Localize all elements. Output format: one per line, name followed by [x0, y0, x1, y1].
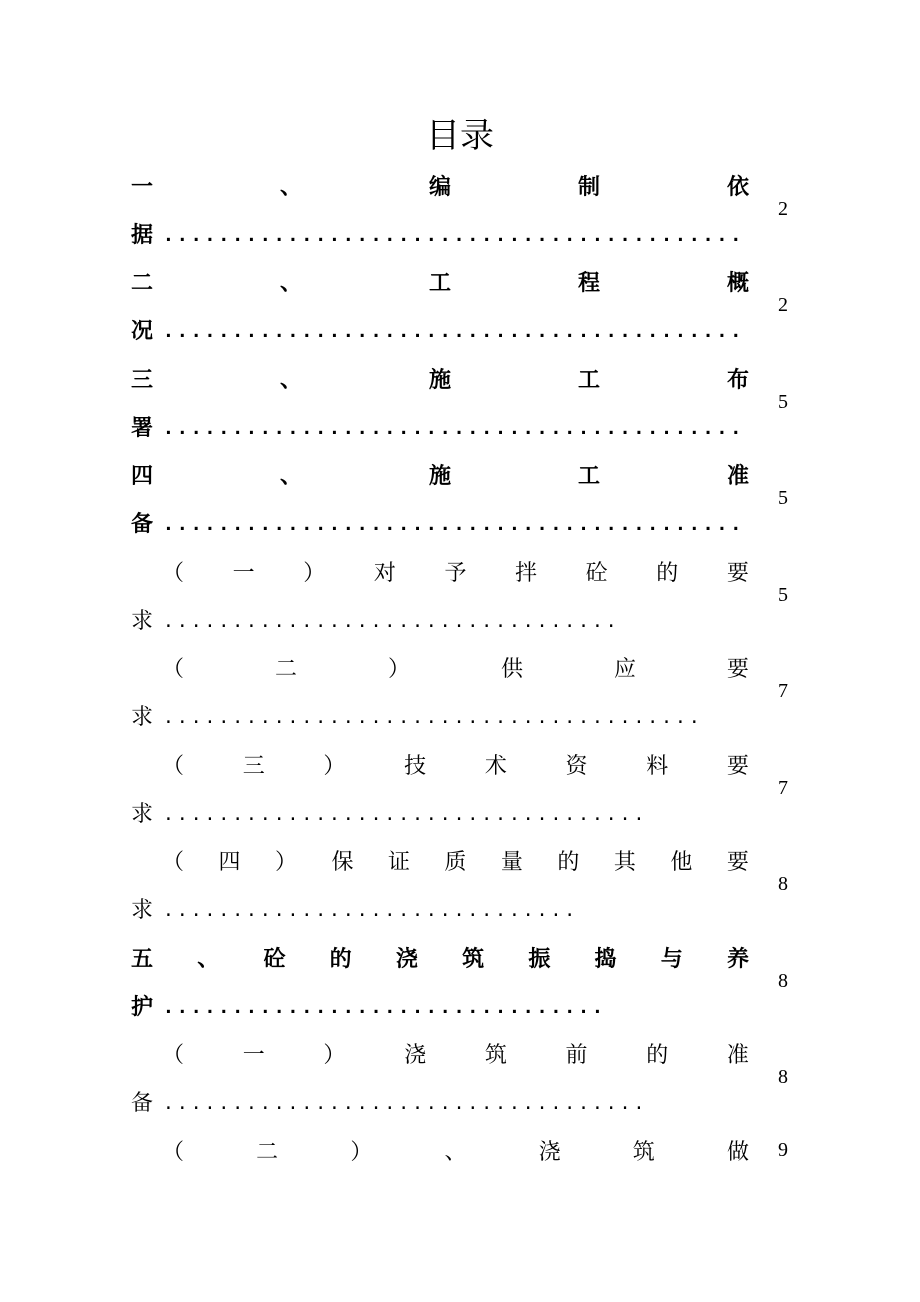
toc-heading-char: 要 — [726, 850, 749, 875]
toc-entry-continuation-line — [131, 788, 647, 836]
toc-entry-heading-line — [162, 1030, 749, 1078]
toc-heading-char: 一 — [242, 1043, 265, 1068]
toc-heading-char: （ — [162, 560, 185, 586]
toc-entry[interactable] — [0, 1030, 920, 1126]
toc-heading-char: ） — [323, 753, 346, 779]
toc-heading-char: 浇 — [395, 946, 418, 972]
dot-leader: .......................................... — [163, 224, 745, 246]
toc-heading-char: 养 — [726, 946, 749, 972]
toc-heading-char: 浇 — [538, 1139, 561, 1165]
toc-heading-char: （ — [162, 1043, 185, 1068]
page-number: 7 — [778, 776, 788, 799]
toc-heading-char: 的 — [656, 560, 679, 586]
toc-entry[interactable] — [0, 740, 920, 836]
toc-heading-char: 其 — [613, 850, 636, 875]
page-number: 2 — [778, 294, 788, 316]
toc-heading-char: 、 — [279, 271, 302, 296]
toc-heading-char: 二 — [256, 1139, 279, 1165]
toc-heading-char: 、 — [279, 464, 302, 489]
toc-heading-char: （ — [162, 753, 185, 779]
toc-entry[interactable] — [0, 644, 920, 740]
page-number: 5 — [778, 487, 788, 509]
dot-leader: ................................ — [163, 996, 606, 1018]
page-number: 5 — [778, 390, 788, 413]
toc-heading-char: 予 — [444, 560, 467, 586]
toc-heading-char: 二 — [131, 271, 154, 296]
toc-entry[interactable] — [0, 161, 920, 257]
toc-heading-char: 五 — [131, 946, 154, 972]
toc-heading-char: 筑 — [484, 1043, 507, 1068]
toc-entry-continuation-line — [131, 981, 606, 1029]
toc-heading-char: 编 — [428, 174, 451, 200]
toc-heading-char: 的 — [329, 946, 352, 972]
toc-heading-last-char: 据 — [131, 222, 154, 248]
toc-heading-char: 与 — [660, 946, 683, 972]
toc-heading-char: 准 — [726, 464, 749, 489]
toc-entry-heading-line — [131, 354, 749, 402]
toc-heading-char: 施 — [428, 464, 451, 489]
toc-entry-continuation-line — [131, 885, 578, 933]
toc-heading-char: 他 — [670, 850, 693, 875]
toc-heading-char: 工 — [577, 464, 600, 489]
toc-heading-last-char: 求 — [131, 705, 154, 730]
page-title: 目录 — [426, 116, 494, 156]
toc-heading-char: 砼 — [263, 946, 286, 972]
toc-heading-char: 要 — [726, 753, 749, 779]
page-number: 2 — [778, 197, 788, 220]
toc-heading-char: 量 — [500, 850, 523, 875]
toc-heading-char: 工 — [577, 367, 600, 393]
toc-heading-char: 料 — [646, 753, 669, 779]
toc-heading-char: 技 — [404, 753, 427, 779]
toc-entry-continuation-line — [131, 595, 620, 643]
toc-heading-char: 准 — [726, 1043, 749, 1068]
toc-heading-last-char: 备 — [131, 1091, 154, 1116]
toc-entry-continuation-line — [131, 692, 703, 740]
toc-heading-char: （ — [162, 850, 185, 875]
toc-heading-last-char: 求 — [131, 898, 154, 923]
toc-heading-char: 的 — [557, 850, 580, 875]
toc-heading-char: 应 — [613, 657, 636, 682]
toc-heading-char: 、 — [279, 367, 302, 393]
toc-heading-char: 程 — [577, 271, 600, 296]
dot-leader: .............................. — [163, 900, 579, 921]
toc-entry-continuation-line — [131, 402, 744, 450]
toc-entry-continuation-line — [131, 209, 744, 257]
toc-entry-heading-line — [162, 837, 749, 885]
toc-heading-char: 三 — [242, 753, 265, 779]
toc-heading-char: （ — [162, 1139, 185, 1165]
dot-leader: .......................................... — [163, 417, 745, 439]
toc-heading-char: 、 — [279, 174, 302, 200]
dot-leader: ....................................... — [163, 707, 703, 728]
toc-heading-char: 砼 — [585, 560, 608, 586]
toc-entry-continuation-line — [131, 1078, 647, 1126]
toc-heading-char: 做 — [726, 1139, 749, 1165]
toc-heading-char: 四 — [131, 464, 154, 489]
toc-heading-char: 依 — [726, 174, 749, 200]
page-number: 8 — [778, 969, 788, 992]
toc-heading-char: 、 — [197, 946, 220, 972]
toc-heading-last-char: 署 — [131, 415, 154, 441]
toc-heading-char: 制 — [577, 174, 600, 200]
toc-heading-char: ） — [387, 657, 410, 682]
toc-heading-char: 对 — [373, 560, 396, 586]
toc-heading-char: ） — [323, 1043, 346, 1068]
toc-entry-heading-line — [162, 547, 749, 595]
toc-entry-heading-line — [131, 258, 749, 306]
toc-heading-char: 振 — [528, 946, 551, 972]
toc-entry-heading-line — [162, 740, 749, 788]
toc-heading-char: 一 — [131, 174, 154, 200]
toc-heading-char: 的 — [646, 1043, 669, 1068]
page-number: 8 — [778, 1066, 788, 1088]
toc-entry[interactable] — [0, 837, 920, 933]
toc-heading-char: 概 — [726, 271, 749, 296]
toc-heading-last-char: 护 — [131, 994, 154, 1020]
toc-heading-char: 三 — [131, 367, 154, 393]
page-number: 5 — [778, 583, 788, 606]
toc-heading-char: 证 — [387, 850, 410, 875]
toc-heading-last-char: 求 — [131, 801, 154, 827]
toc-heading-char: 、 — [444, 1139, 467, 1165]
dot-leader: .......................................... — [163, 321, 745, 342]
toc-entry[interactable] — [0, 451, 920, 547]
toc-entry-heading-line — [162, 1126, 749, 1174]
toc-entry[interactable] — [0, 933, 920, 1029]
toc-heading-char: 四 — [218, 850, 241, 875]
toc-heading-char: 要 — [726, 560, 749, 586]
toc-heading-last-char: 求 — [131, 608, 154, 634]
toc-heading-char: 一 — [232, 560, 255, 586]
page-number: 7 — [778, 680, 788, 702]
toc-heading-char: ） — [303, 560, 326, 586]
toc-entry-heading-line — [131, 161, 749, 209]
toc-heading-char: 浇 — [404, 1043, 427, 1068]
toc-heading-last-char: 备 — [131, 512, 154, 537]
toc-heading-char: 资 — [565, 753, 588, 779]
toc-entry-continuation-line — [131, 306, 744, 354]
toc-heading-last-char: 况 — [131, 319, 154, 344]
toc-heading-char: 拌 — [515, 560, 538, 586]
dot-leader: ................................... — [163, 803, 648, 825]
toc-heading-char: 捣 — [594, 946, 617, 972]
dot-leader: ................................. — [163, 610, 620, 632]
toc-entry[interactable] — [0, 258, 920, 354]
toc-heading-char: ） — [274, 850, 297, 875]
toc-heading-char: 筑 — [462, 946, 485, 972]
toc-heading-char: （ — [162, 657, 185, 682]
toc-heading-char: 供 — [500, 657, 523, 682]
toc-heading-char: 筑 — [632, 1139, 655, 1165]
toc-heading-char: 要 — [726, 657, 749, 682]
toc-heading-char: 质 — [444, 850, 467, 875]
toc-entry-heading-line — [131, 451, 749, 499]
dot-leader: ................................... — [163, 1093, 648, 1114]
toc-entry-heading-line — [162, 644, 749, 692]
toc-heading-char: 保 — [331, 850, 354, 875]
page-number: 8 — [778, 873, 788, 895]
toc-heading-char: 术 — [484, 753, 507, 779]
toc-heading-char: 前 — [565, 1043, 588, 1068]
toc-heading-char: 布 — [726, 367, 749, 393]
dot-leader: .......................................... — [163, 514, 745, 535]
toc-entry[interactable] — [0, 1126, 920, 1222]
toc-entry-continuation-line — [131, 499, 744, 547]
page-number: 9 — [778, 1138, 788, 1161]
toc-entry-heading-line — [131, 933, 749, 981]
toc-heading-char: ） — [350, 1139, 373, 1165]
toc-entry[interactable] — [0, 547, 920, 643]
toc-heading-char: 二 — [274, 657, 297, 682]
toc-heading-char: 工 — [428, 271, 451, 296]
toc-entry[interactable] — [0, 354, 920, 450]
toc-heading-char: 施 — [428, 367, 451, 393]
